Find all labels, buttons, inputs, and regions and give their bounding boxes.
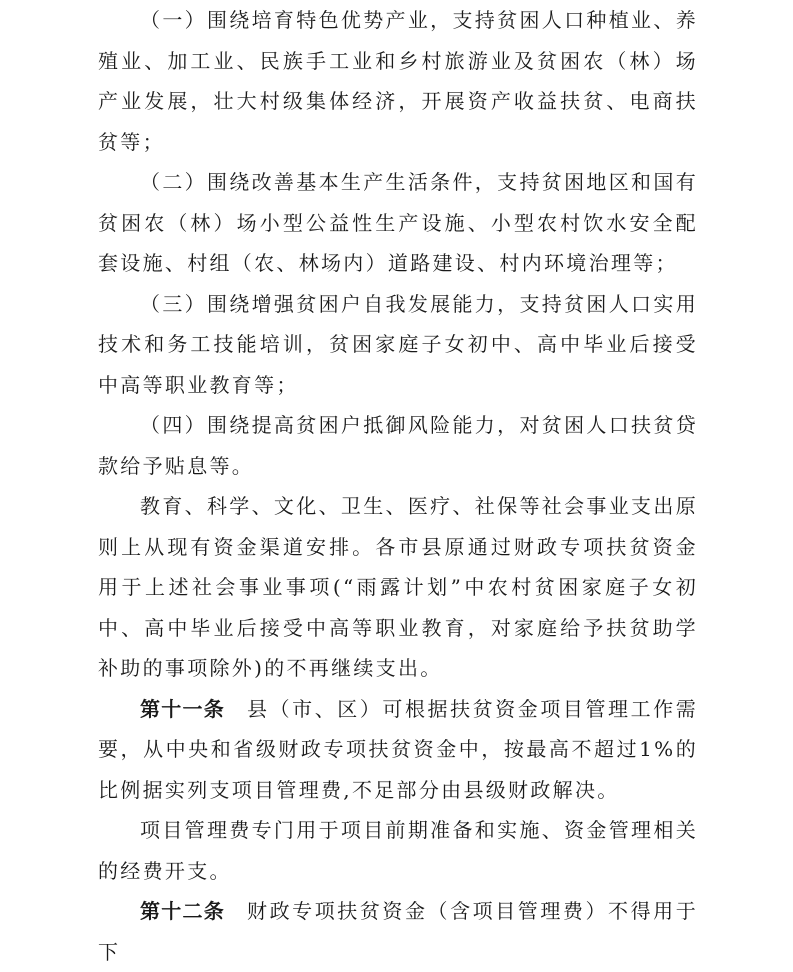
article-text: 财政专项扶贫资金（含项目管理费）不得用于下: [98, 899, 699, 964]
article-text: 县（市、区）可根据扶贫资金项目管理工作需要，从中央和省级财政专项扶贫资金中，按最高不超过1%的比例据实列支项目管理费,不足部分由县级财政解决。: [98, 696, 699, 802]
paragraph-text: （一）围绕培育特色优势产业，支持贫困人口种植业、养殖业、加工业、民族手工业和乡村旅游业及贫困农（林）场产业发展，壮大村级集体经济，开展资产收益扶贫、电商扶贫等；: [98, 8, 698, 154]
article-number: 第十二条: [140, 899, 226, 923]
paragraph-text: （二）围绕改善基本生产生活条件，支持贫困地区和国有贫困农（林）场小型公益性生产设施、小型农村饮水安全配套设施、村组（农、林场内）道路建设、村内环境治理等；: [98, 170, 698, 275]
paragraph-item-1: [98, 0, 698, 162]
article-number: 第十一条: [140, 696, 226, 721]
paragraph-item-3: [98, 284, 698, 406]
paragraph-social-affairs: [98, 486, 698, 689]
paragraph-text: 项目管理费专门用于项目前期准备和实施、资金管理相关的经费开支。: [98, 818, 698, 883]
paragraph-text: （三）围绕增强贫困户自我发展能力，支持贫困人口实用技术和务工技能培训，贫困家庭子女初中、高中毕业后接受中高等职业教育等；: [98, 291, 698, 397]
article-11: [98, 689, 698, 811]
paragraph-item-2: [98, 162, 698, 284]
article-12: [98, 891, 698, 972]
document-body: [98, 0, 698, 972]
paragraph-item-4: [98, 405, 698, 486]
paragraph-text: 教育、科学、文化、卫生、医疗、社保等社会事业支出原则上从现有资金渠道安排。各市县原通过财政专项扶贫资金用于上述社会事业事项(“雨露计划”中农村贫困家庭子女初中、高中毕业后接受中高等职业教育，对家庭给予扶贫助学补助的事项除外)的不再继续支出。: [98, 494, 698, 680]
paragraph-text: （四）围绕提高贫困户抵御风险能力，对贫困人口扶贫贷款给予贴息等。: [98, 413, 698, 478]
